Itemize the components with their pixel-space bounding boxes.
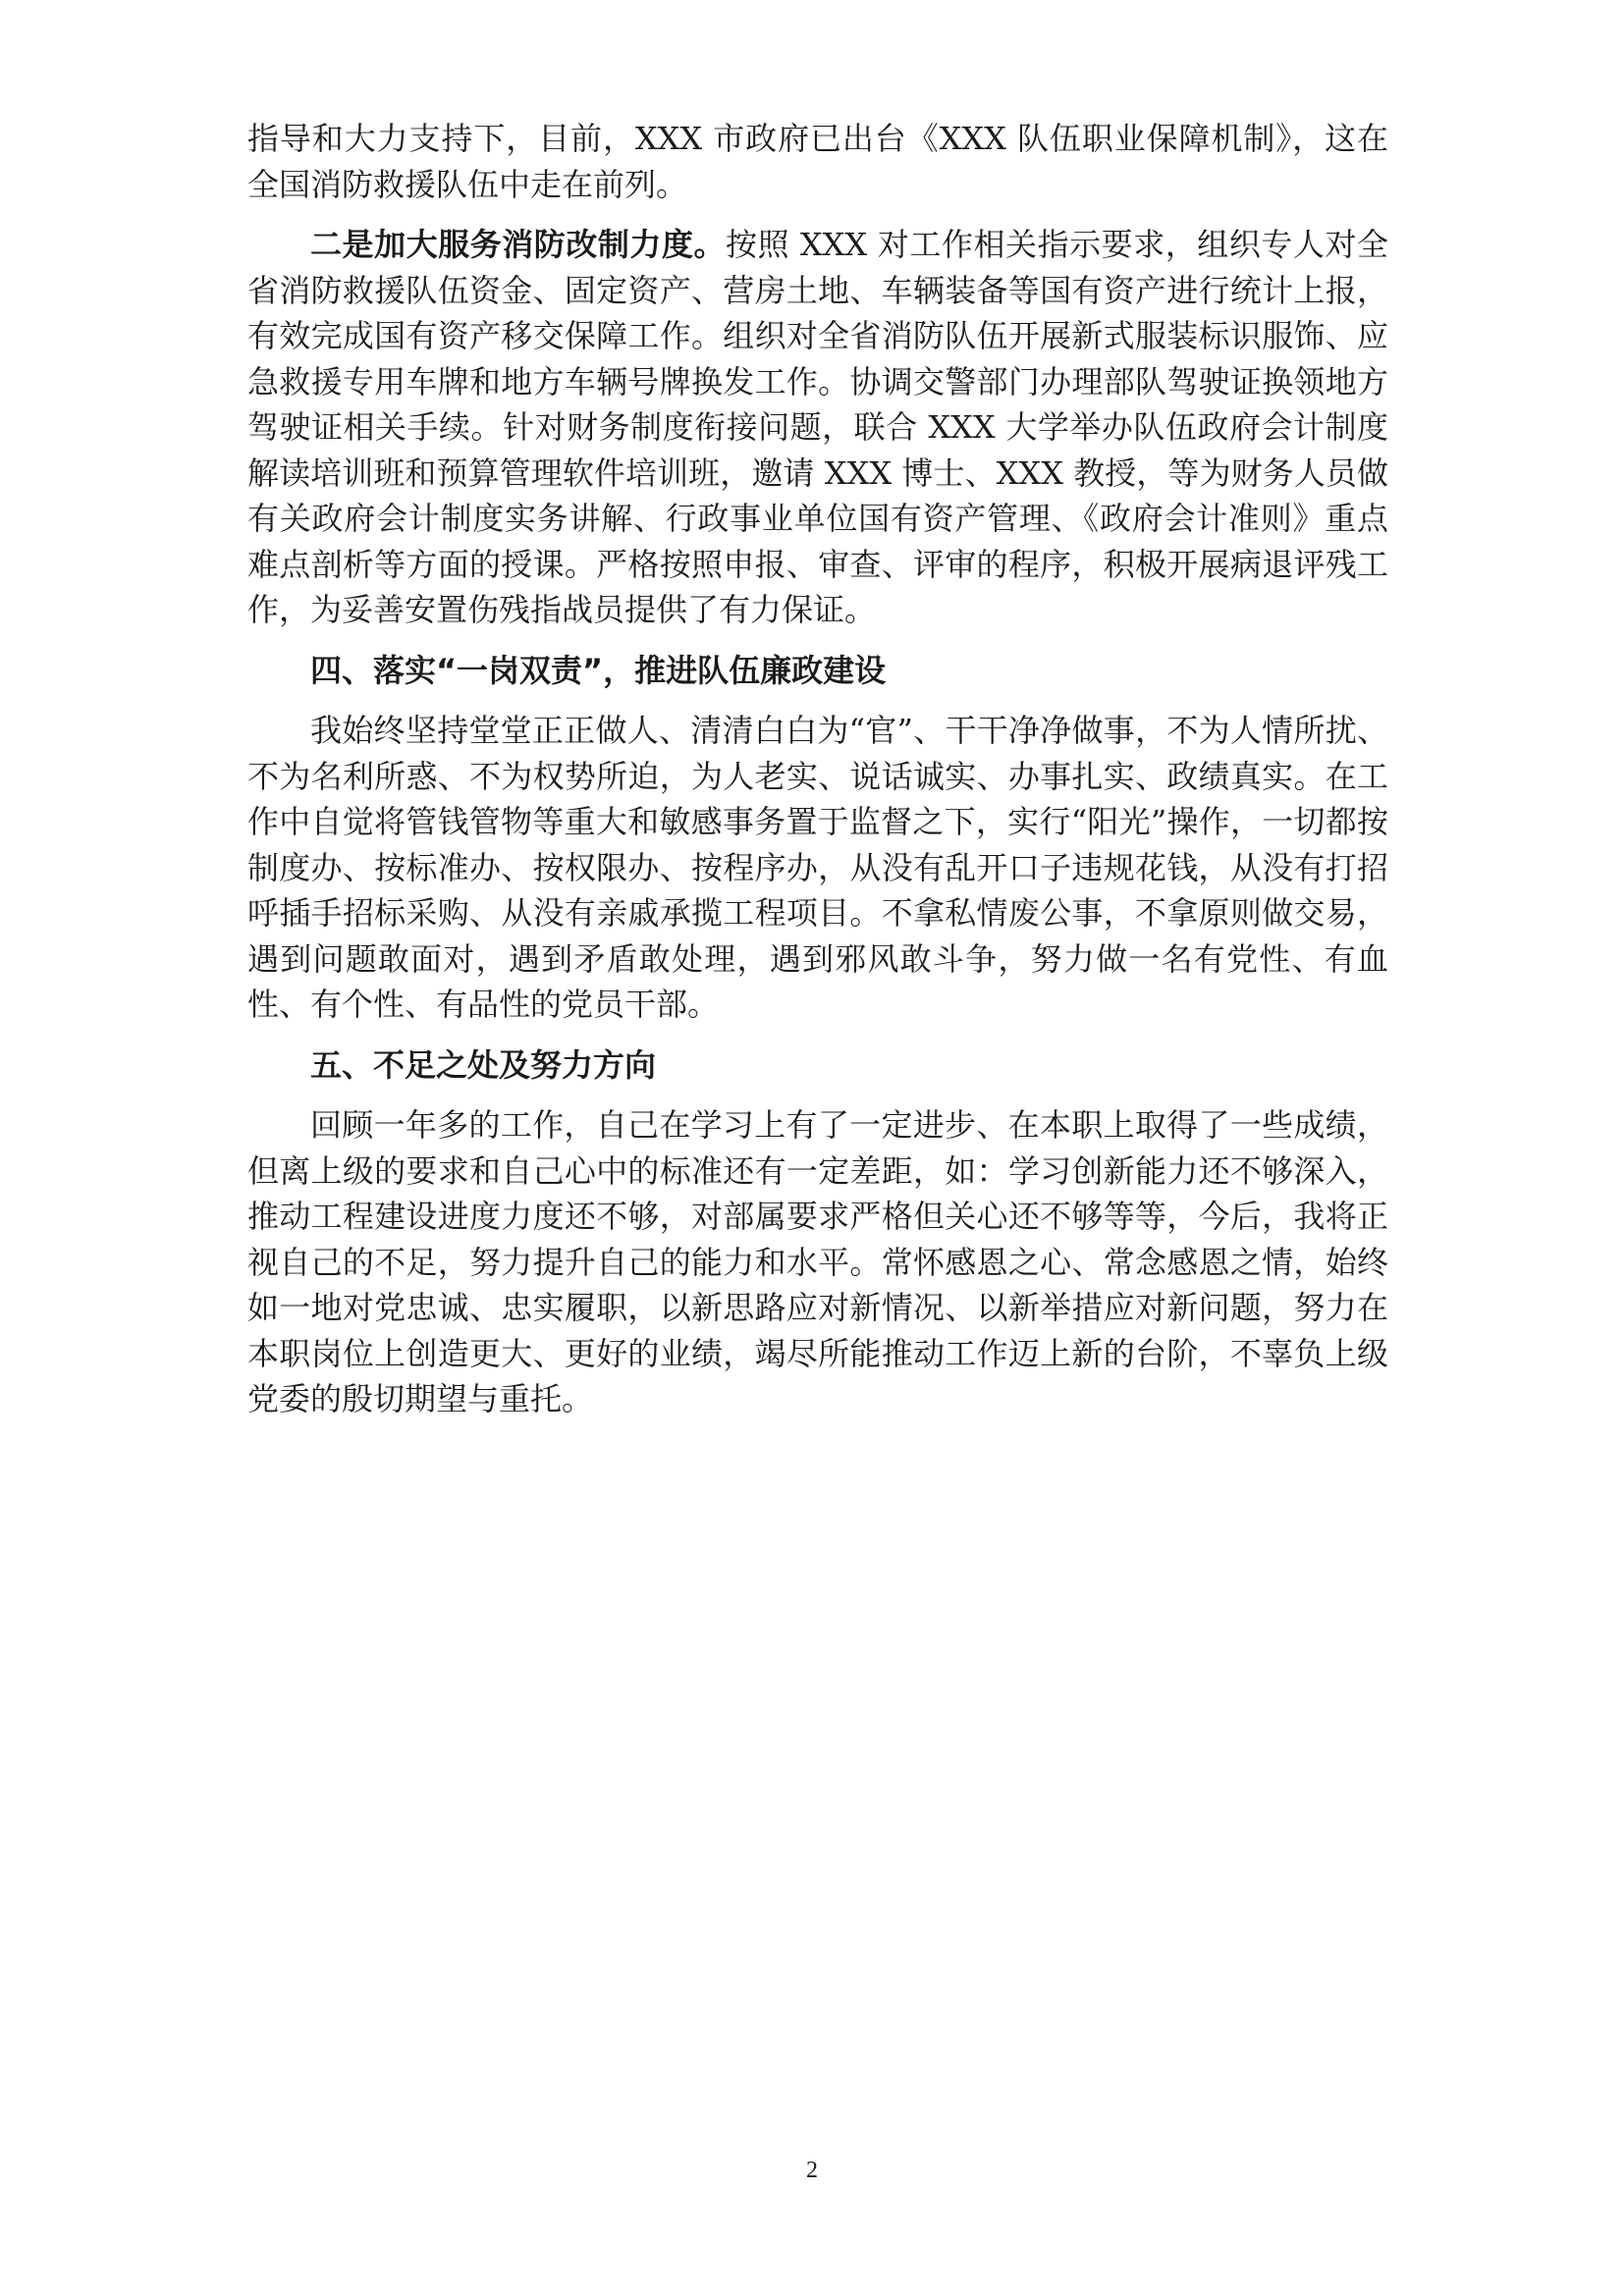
- paragraph-continued: [247, 116, 1388, 207]
- document-body: [247, 116, 1388, 1422]
- paragraph-shortcomings: [247, 1102, 1388, 1422]
- paragraph-text: 回顾一年多的工作，自己在学习上有了一定进步、在本职上取得了一些成绩，但离上级的要求和自己心中的标准还有一定差距，如：学习创新能力还不够深入，推动工程建设进度力度还不够，对部属要求严格但关心还不够等等，今后，我将正视自己的不足，努力提升自己的能力和水平。常怀感恩之心、常念感恩之情，始终如一地对党忠诚、忠实履职，以新思路应对新情况、以新举措应对新问题，努力在本职岗位上创造更大、更好的业绩，竭尽所能推动工作迈上新的台阶，不辜负上级党委的殷切期望与重托。: [247, 1106, 1388, 1417]
- paragraph-service-reform: [247, 222, 1388, 633]
- paragraph-integrity: [247, 708, 1388, 1028]
- paragraph-lead: 二是加大服务消防改制力度。: [310, 226, 727, 263]
- section-heading-4: 四、落实“一岗双责”，推进队伍廉政建设: [310, 651, 887, 689]
- paragraph-text: 我始终坚持堂堂正正做人、清清白白为“官”、干干净净做事，不为人情所扰、不为名利所惑、不为权势所迫，为人老实、说话诚实、办事扎实、政绩真实。在工作中自觉将管钱管物等重大和敏感事务置于监督之下，实行“阳光”操作，一切都按制度办、按标准办、按权限办、按程序办，从没有乱开口子违规花钱，从没有打招呼插手招标采购、从没有亲戚承揽工程项目。不拿私情废公事，不拿原则做交易，遇到问题敢面对，遇到矛盾敢处理，遇到邪风敢斗争，努力做一名有党性、有血性、有个性、有品性的党员干部。: [247, 712, 1388, 1023]
- page-number: 2: [806, 2158, 818, 2183]
- paragraph-text: 按照 XXX 对工作相关指示要求，组织专人对全省消防救援队伍资金、固定资产、营房土地、车辆装备等国有资产进行统计上报，有效完成国有资产移交保障工作。组织对全省消防队伍开展新式服装标识服饰、应急救援专用车牌和地方车辆号牌换发工作。协调交警部门办理部队驾驶证换领地方驾驶证相关手续。针对财务制度衔接问题，联合 XXX 大学举办队伍政府会计制度解读培训班和预算管理软件培训班，邀请 XXX 博士、XXX 教授，等为财务人员做有关政府会计制度实务讲解、行政事业单位国有资产管理、《政府会计准则》重点难点剖析等方面的授课。严格按照申报、审查、评审的程序，积极开展病退评残工作，为妥善安置伤残指战员提供了有力保证。: [247, 226, 1388, 628]
- section-heading-5: 五、不足之处及努力方向: [310, 1045, 657, 1084]
- paragraph-text: 指导和大力支持下，目前，XXX 市政府已出台《XXX 队伍职业保障机制》，这在全国消防救援队伍中走在前列。: [247, 120, 1388, 203]
